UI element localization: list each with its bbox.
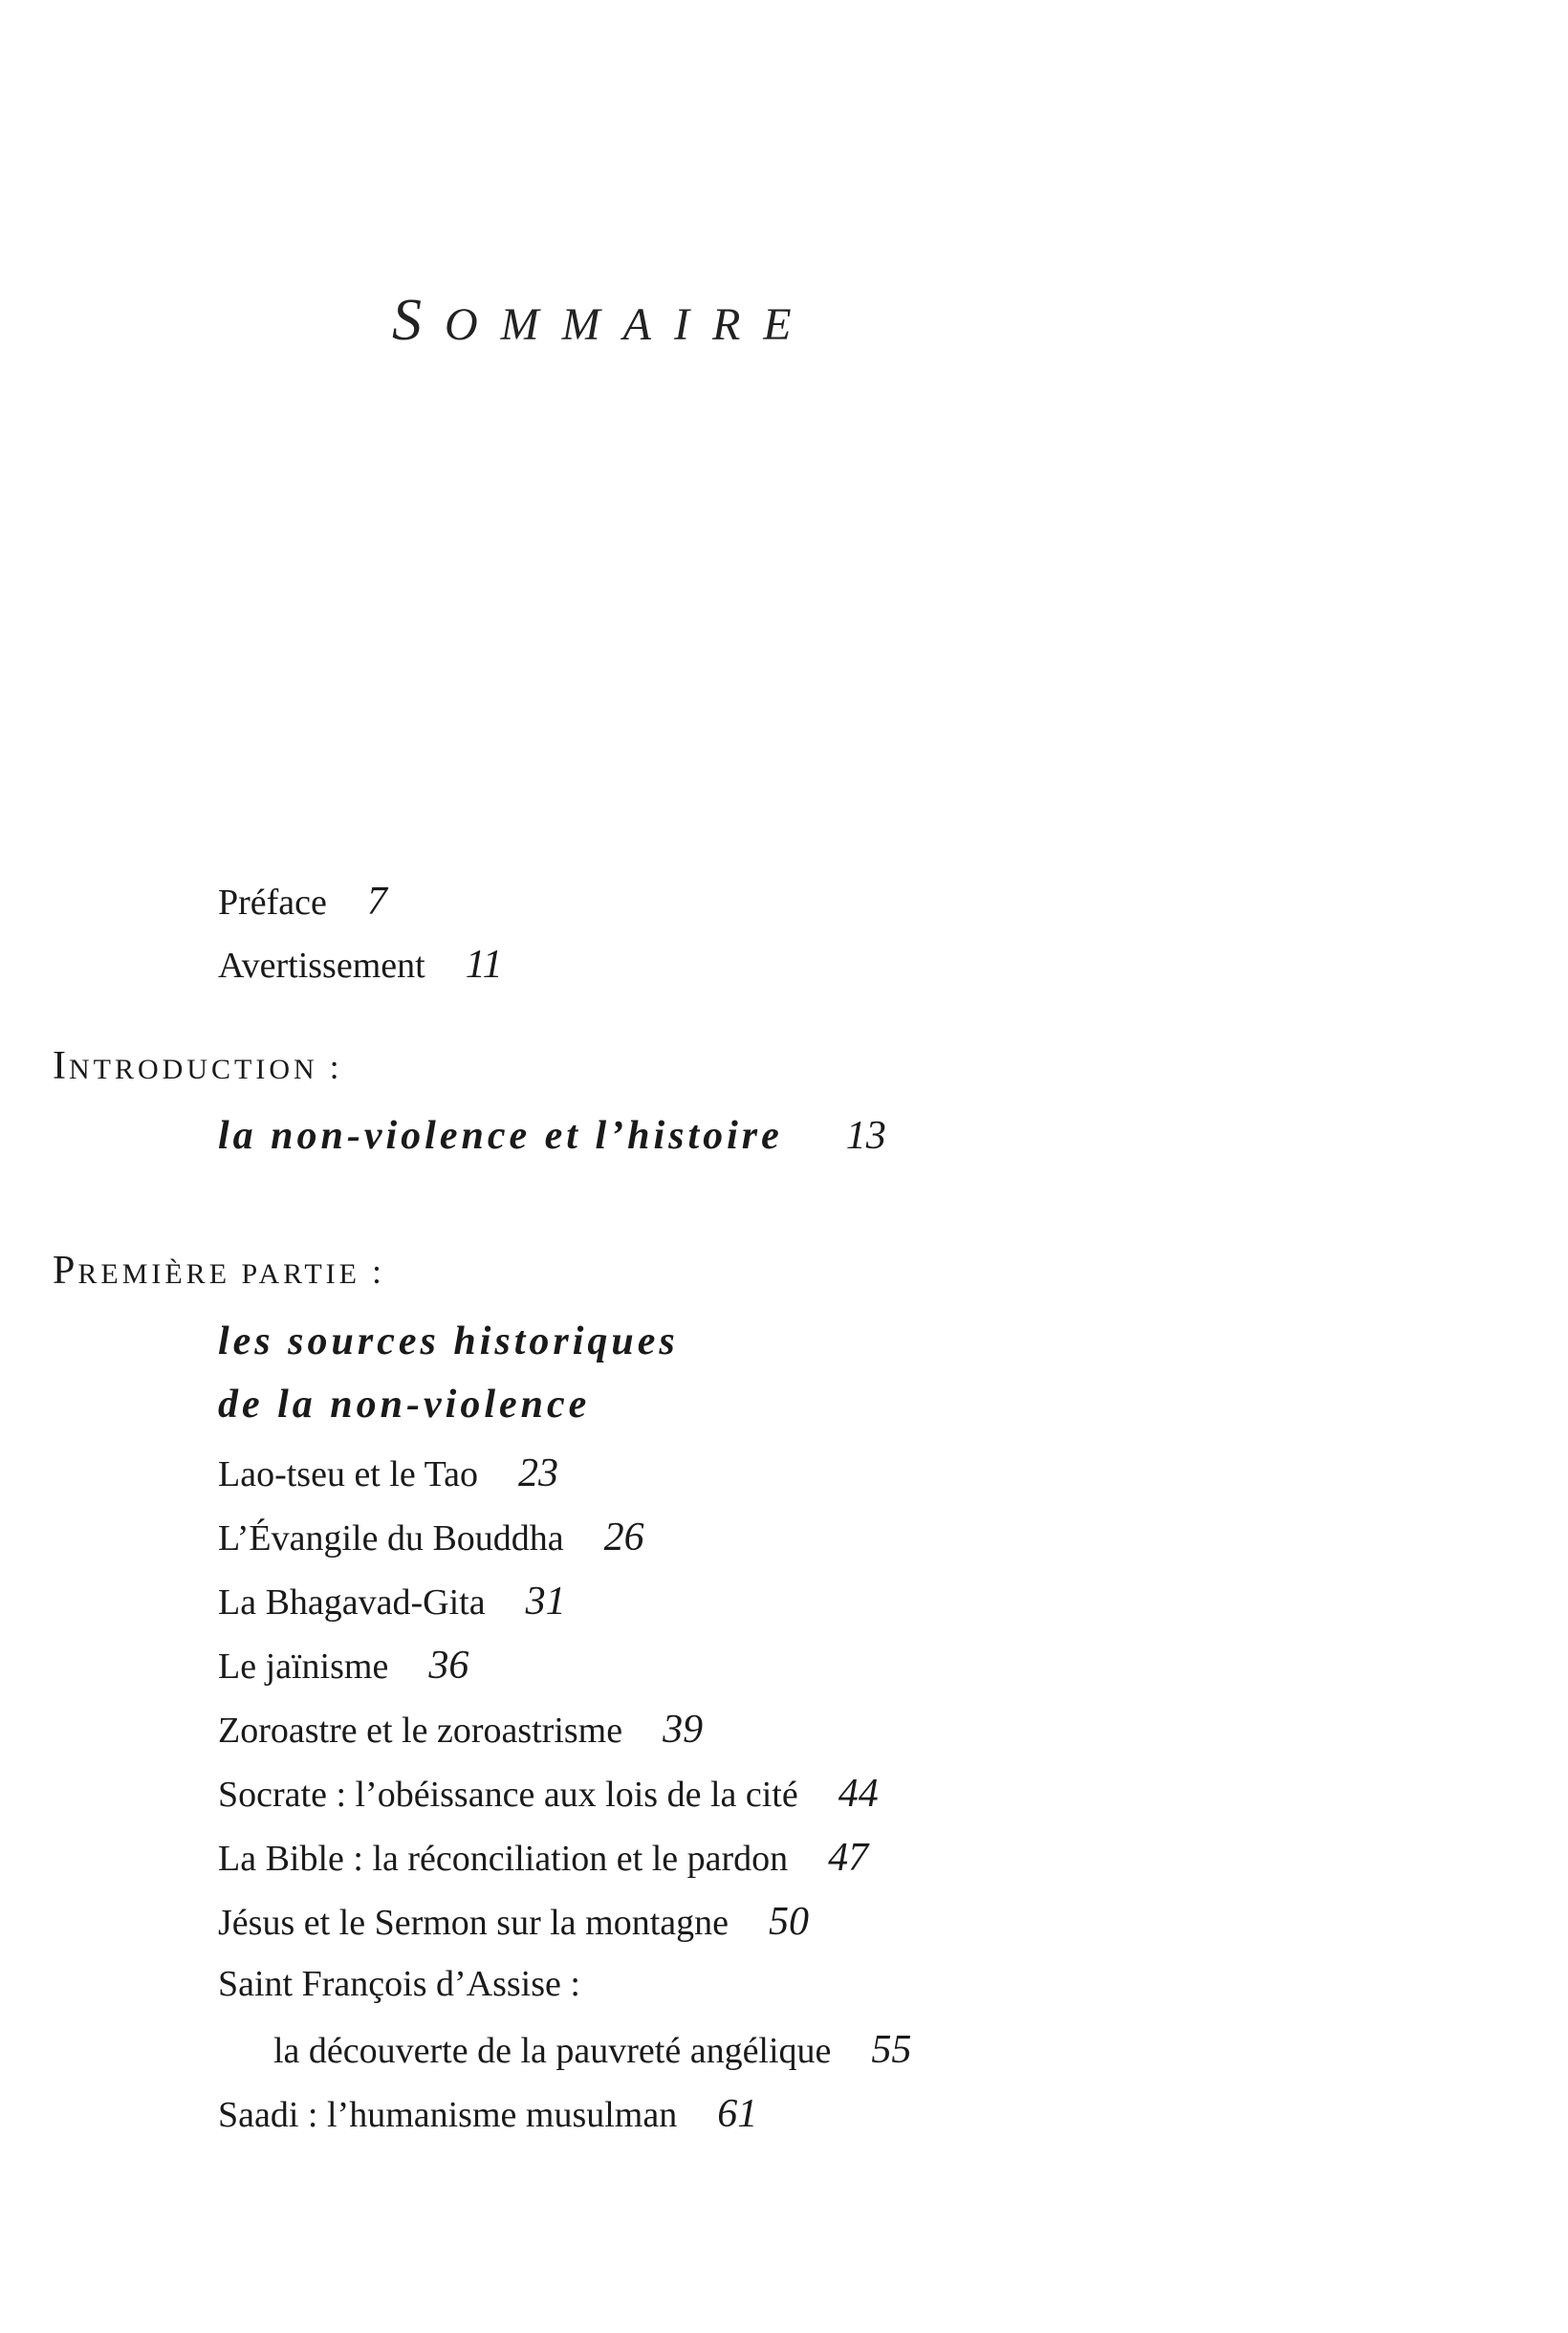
introduction-label: INTRODUCTION :	[53, 1044, 342, 1088]
toc-page-number: 13	[845, 1114, 886, 1158]
toc-entry[interactable]	[218, 2094, 757, 2134]
part-one-label: PREMIÈRE PARTIE :	[53, 1249, 384, 1293]
toc-entry-preface[interactable]	[218, 882, 387, 922]
toc-entry-avertissement[interactable]	[218, 945, 503, 985]
toc-page-number: 50	[769, 1900, 810, 1944]
toc-entry-label: La Bhagavad-Gita	[218, 1582, 486, 1623]
toc-entry-label: Le jaïnisme	[218, 1646, 389, 1687]
toc-entry[interactable]	[218, 1838, 868, 1878]
toc-entry-label: la découverte de la pauvreté angélique	[273, 2031, 832, 2071]
toc-entry-label: L’Évangile du Bouddha	[218, 1518, 564, 1559]
toc-page-number: 7	[366, 880, 387, 924]
introduction-heading[interactable]	[218, 1116, 886, 1156]
toc-entry[interactable]	[218, 1646, 468, 1686]
toc-entry-label: Préface	[218, 883, 327, 923]
toc-entry-label: Socrate : l’obéissance aux lois de la cité	[218, 1775, 798, 1815]
toc-page-number: 61	[717, 2092, 758, 2136]
toc-entry-label: Avertissement	[218, 946, 425, 986]
title-initial: S	[392, 288, 445, 353]
part-one-heading-line2: de la non-violence	[218, 1383, 591, 1427]
toc-entry-continuation[interactable]	[273, 2030, 911, 2070]
part-one-heading-line1: les sources historiques	[218, 1319, 679, 1363]
toc-page-number: 11	[465, 943, 503, 987]
toc-entry[interactable]	[218, 1517, 644, 1558]
toc-page-number: 47	[828, 1836, 869, 1880]
toc-entry[interactable]	[218, 1453, 558, 1494]
toc-page-number: 55	[871, 2028, 912, 2072]
toc-entry-label: Lao-tseu et le Tao	[218, 1454, 479, 1494]
toc-entry[interactable]	[218, 1774, 879, 1814]
section-heading-text: la non-violence et l’histoire	[218, 1114, 783, 1158]
toc-entry-label: Jésus et le Sermon sur la montagne	[218, 1903, 730, 1943]
toc-entry[interactable]	[218, 1966, 580, 2002]
toc-entry[interactable]	[218, 1710, 703, 1750]
toc-page-number: 36	[428, 1644, 469, 1688]
toc-entry-label: Saadi : l’humanisme musulman	[218, 2095, 678, 2135]
toc-entry-label: La Bible : la réconciliation et le pardon	[218, 1839, 789, 1879]
toc-page-number: 31	[525, 1580, 566, 1624]
page-title	[392, 287, 815, 355]
toc-page-number: 39	[663, 1708, 704, 1752]
toc-entry-label: Saint François d’Assise :	[218, 1964, 580, 2004]
toc-entry[interactable]	[218, 1902, 809, 1942]
toc-page-number: 26	[603, 1515, 644, 1559]
toc-page-number: 44	[838, 1772, 879, 1816]
toc-entry[interactable]	[218, 1581, 566, 1622]
toc-entry-label: Zoroastre et le zoroastrisme	[218, 1711, 623, 1751]
title-rest: OMMAIRE	[445, 299, 815, 350]
toc-page-number: 23	[518, 1451, 559, 1495]
